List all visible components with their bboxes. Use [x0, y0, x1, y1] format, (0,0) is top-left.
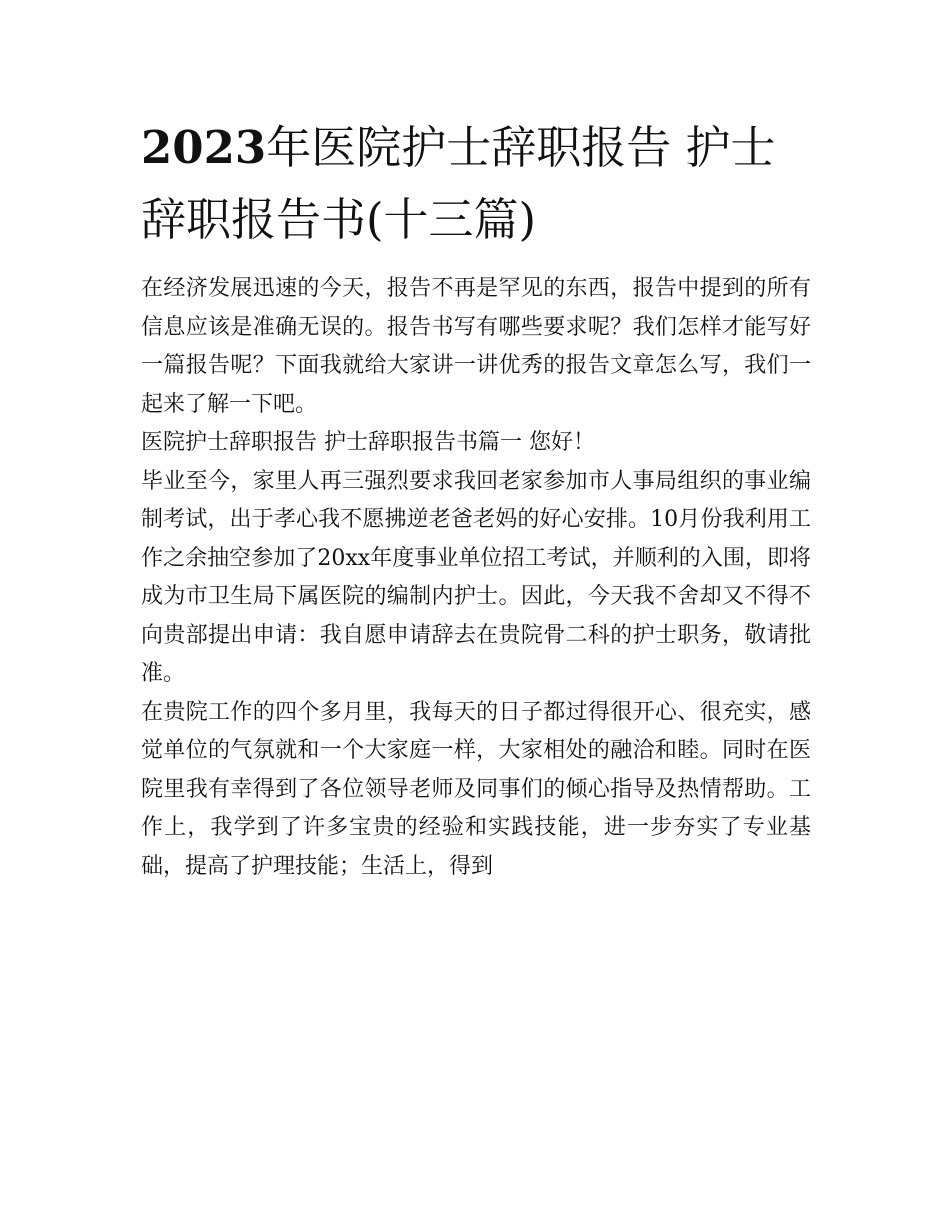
- body-paragraph: 在贵院工作的四个多月里，我每天的日子都过得很开心、很充实，感觉单位的气氛就和一个大家庭一样，大家相处的融洽和睦。同时在医院里我有幸得到了各位领导老师及同事们的倾心指导及热情帮助。工作上，我学到了许多宝贵的经验和实践技能，进一步夯实了专业基础，提高了护理技能；生活上，得到: [141, 699, 811, 879]
- document-page: [141, 112, 811, 886]
- intro-paragraph: 在经济发展迅速的今天，报告不再是罕见的东西，报告中提到的所有信息应该是准确无误的。报告书写有哪些要求呢？我们怎样才能写好一篇报告呢？下面我就给大家讲一讲优秀的报告文章怎么写，我们一起来了解一下吧。: [141, 276, 811, 417]
- section-heading-line: 医院护士辞职报告 护士辞职报告书篇一 您好！: [141, 430, 595, 455]
- document-body: [141, 270, 811, 886]
- body-paragraph: 毕业至今，家里人再三强烈要求我回老家参加市人事局组织的事业编制考试，出于孝心我不愿拂逆老爸老妈的好心安排。10月份我利用工作之余抽空参加了20xx年度事业单位招工考试，并顺利的入围，即将成为市卫生局下属医院的编制内护士。因此，今天我不舍却又不得不向贵部提出申请：我自愿申请辞去在贵院骨二科的护士职务，敬请批准。: [141, 468, 811, 686]
- title-year: 2023: [141, 121, 267, 174]
- title-text: 年医院护士辞职报告 护士辞职报告书(十三篇): [141, 121, 776, 246]
- document-title: [141, 112, 781, 256]
